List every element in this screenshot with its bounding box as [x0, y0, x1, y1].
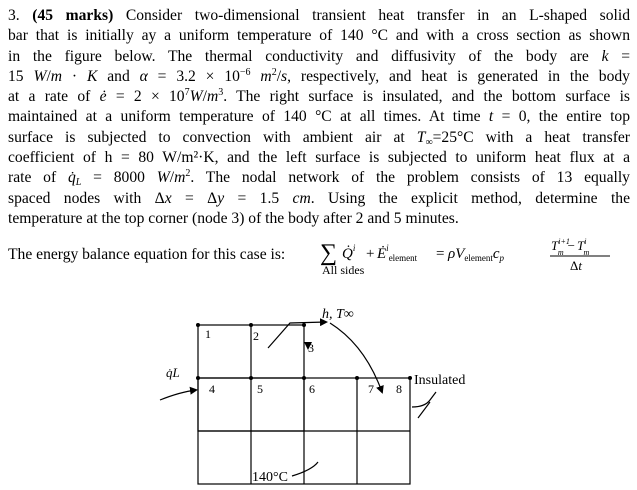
text-segment: , the entire top: [526, 108, 631, 126]
text-segment: . The nodal network of the problem consists of 13 equally: [190, 169, 630, 187]
problem-line-5: at a rate of ė = $2 \times 10^7W/m^3$. The right surface is insulated, and the bottom surface is: [8, 87, 631, 106]
text-segment: spaced nodes with: [8, 189, 142, 207]
node-label-5: 5: [257, 382, 263, 396]
text-segment: . Using the explicit method, determine the: [310, 189, 631, 207]
text-segment: bar that is initially ay a uniform temperature of 140 °C and with a cross section as shown: [8, 27, 630, 45]
node-5-dot: [249, 376, 253, 380]
problem-line-9: rate of $q̇_L = 8000$ $W/m^2$. The nodal network of the problem consists of 13 equally: [8, 168, 630, 189]
text-segment: at a rate of: [8, 88, 91, 106]
problem-number: 3.: [8, 7, 20, 24]
problem-line-3: in the figure below. The thermal conductivity and diffusivity of the body are k =: [8, 47, 630, 65]
text-segment: Consider two-dimensional transient heat transfer in an L-shaped solid: [125, 7, 630, 24]
text-segment: in the figure below. The thermal conductivity and diffusivity of the body are: [8, 47, 589, 65]
text-segment: with a heat transfer: [485, 128, 630, 146]
heat-flux-label: q̇L: [166, 365, 180, 380]
bottom-temperature-leader: [292, 462, 318, 476]
node-1-dot: [196, 323, 200, 327]
e-dot-term: $Ė^i_{element}$: [377, 243, 418, 263]
node-label-6: 6: [309, 382, 315, 396]
node-2-dot: [249, 323, 253, 327]
text-segment: . The right surface is insulated, and the bottom surface is: [223, 88, 631, 106]
convection-arrow-right: [330, 323, 382, 392]
text-segment: coefficient of h = 80 W/m²·K, and the left surface is subjected to uniform heat flux at a: [8, 149, 630, 167]
lshape-grid: [198, 325, 410, 484]
problem-line-10: spaced nodes with Δx = Δy = 1.5 cm. Using the explicit method, determine the: [8, 189, 631, 207]
problem-line-6: maintained at a uniform temperature of 140 °C at all times. At time t = 0, the entire top: [8, 108, 631, 126]
problem-line-7: surface is subjected to convection with ambient air at $T_\infty=25^\circ C$ with a heat transfer: [8, 128, 630, 148]
node-label-7: 7: [368, 382, 374, 396]
convection-arrow-top: [268, 322, 326, 348]
heat-flux-arrow: [160, 390, 196, 400]
node-label-2: 2: [253, 329, 259, 343]
bottom-temperature-label: 140°C: [252, 470, 288, 485]
insulated-label: Insulated: [414, 373, 466, 388]
q-dot-term: Q̇$^i$: [342, 243, 356, 262]
node-3-dot: [302, 323, 306, 327]
text-segment: surface is subjected to convection with ambient air at: [8, 128, 405, 146]
problem-line-4: 15 W/m · K and $\alpha = 3.2 \times 10^{-6}$ $m^2/s$, respectively, and heat is generated in the body: [8, 66, 630, 85]
text-segment: and: [107, 67, 130, 85]
node-label-4: 4: [209, 382, 215, 396]
all-sides-label: All sides: [322, 263, 365, 277]
text-segment: temperature at the top corner (node 3) of the body after 2 and 5 minutes.: [8, 209, 459, 227]
fraction-denominator: Δt: [570, 258, 582, 273]
node-7-dot: [355, 376, 359, 380]
text-segment: rate of: [8, 169, 57, 187]
problem-marks: (45 marks): [32, 7, 114, 24]
plus-sign: +: [366, 246, 375, 262]
rho-v-cp-term: $\rho V_{element}c_p$: [448, 246, 505, 263]
fraction-numerator: $T^{i+1}$ $m - T^i$ m: [551, 237, 590, 257]
node-label-1: 1: [205, 327, 211, 341]
text-segment: respectively, and heat is generated in the body: [300, 67, 630, 85]
equals-sign: =: [436, 246, 445, 262]
insulated-leader: [412, 392, 436, 407]
convection-label: h, T∞: [322, 307, 354, 322]
node-6-dot: [302, 376, 306, 380]
text-segment: maintained at a uniform temperature of 140 °C at all times. At time: [8, 108, 481, 126]
node-4-dot: [196, 376, 200, 380]
energy-balance-lead: The energy balance equation for this case is:: [8, 246, 286, 263]
node-8-dot: [408, 376, 412, 380]
sum-symbol: ∑: [320, 240, 338, 266]
node-label-3: 3: [308, 341, 314, 355]
node-label-8: 8: [396, 382, 402, 396]
